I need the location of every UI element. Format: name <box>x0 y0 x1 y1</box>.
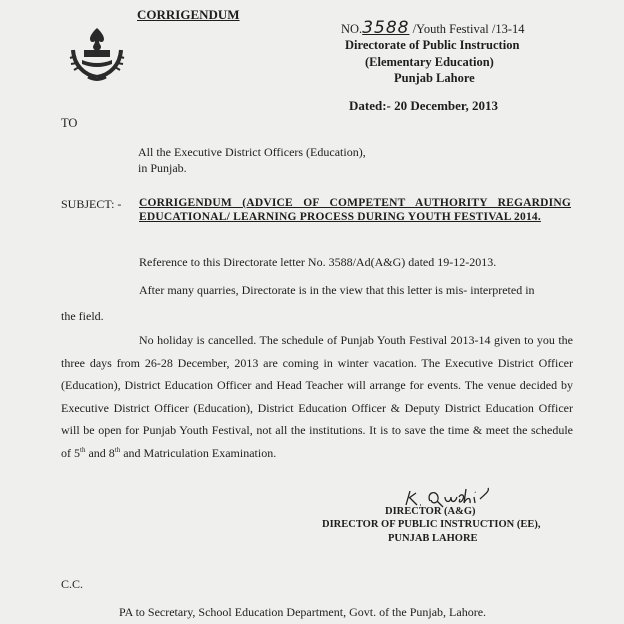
reference-paragraph: Reference to this Directorate letter No. 3588/Ad(A&G) dated 19-12-2013. <box>139 255 497 269</box>
signatory-title: DIRECTOR (A&G) <box>385 506 476 517</box>
clarification-paragraph-line-2: the field. <box>61 309 104 323</box>
superscript-th-1: th <box>80 445 86 454</box>
subject-label: SUBJECT: - <box>61 197 122 211</box>
punjab-government-emblem-icon <box>66 20 128 84</box>
signatory-office: DIRECTOR OF PUBLIC INSTRUCTION (EE), <box>322 519 541 530</box>
reference-prefix: NO. <box>341 22 363 36</box>
subject-text: CORRIGENDUM (ADVICE OF COMPETENT AUTHORITY REGARDING EDUCATIONAL/ LEARNING PROCESS DURING YOUTH FESTIVAL 2014. <box>139 197 571 223</box>
reference-number-handwritten: 3588 <box>362 18 410 38</box>
main-paragraph-part-1: No holiday is cancelled. The schedule of Punjab Youth Festival 2013-14 given to you the three days from 26-28 December, 2013 are coming in winter vacation. The Executive District Officer (Education), District Education Officer and Head Teacher will arrange for events. The venue decided by Executive District Officer (Education), District Education Officer & Deputy District Education Officer will be open for Punjab Youth Festival, not all the institutions. It is to save the time & meet the schedule of 5 <box>61 333 573 460</box>
reference-number <box>341 18 525 38</box>
directorate-name: Directorate of Public Instruction <box>345 38 520 52</box>
cc-recipient-1: PA to Secretary, School Education Department, Govt. of the Punjab, Lahore. <box>119 605 487 619</box>
signatory-location: PUNJAB LAHORE <box>388 533 478 544</box>
recipient-line-2: in Punjab. <box>138 161 187 175</box>
letter-date: Dated:- 20 December, 2013 <box>349 98 498 113</box>
superscript-th-2: th <box>114 445 121 454</box>
recipient-line-1: All the Executive District Officers (Education), <box>138 145 366 159</box>
directorate-elementary: (Elementary Education) <box>365 55 494 69</box>
main-paragraph-part-2: and 8 <box>85 445 115 460</box>
directorate-location: Punjab Lahore <box>394 71 475 85</box>
main-paragraph-part-3: and Matriculation Examination. <box>120 445 277 460</box>
main-paragraph <box>61 329 573 464</box>
cc-label: C.C. <box>61 577 84 591</box>
corrigendum-title: CORRIGENDUM <box>137 7 240 22</box>
reference-suffix: /Youth Festival /13-14 <box>409 22 525 36</box>
to-label: TO <box>61 116 78 130</box>
clarification-paragraph-line-1: After many quarries, Directorate is in the view that this letter is mis- interpreted in <box>139 283 535 297</box>
